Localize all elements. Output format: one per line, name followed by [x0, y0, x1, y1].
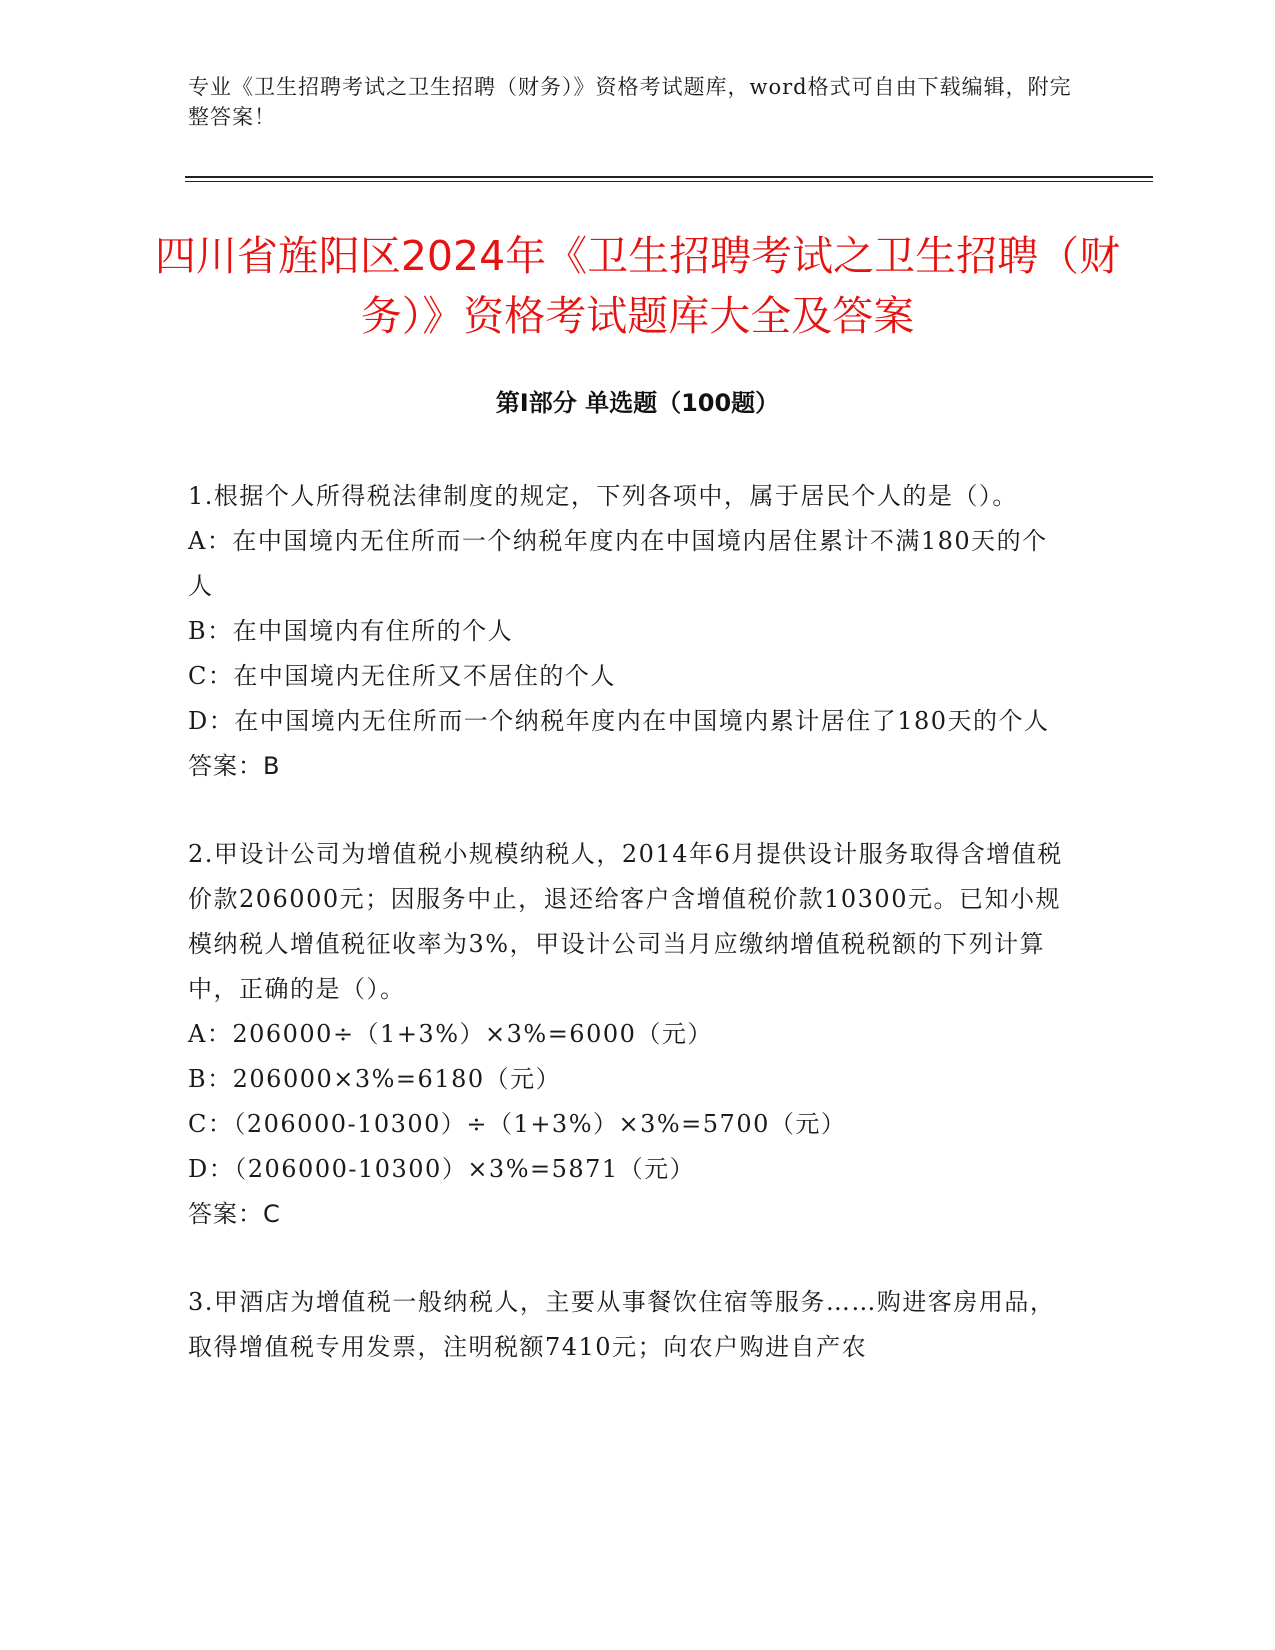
- option-c: C：（206000-10300）÷（1+3%）×3%=5700（元）: [188, 1110, 847, 1138]
- question-item: [188, 1280, 1068, 1370]
- divider-line-thin: [185, 181, 1153, 182]
- section-heading: 第Ⅰ部分 单选题（100题）: [495, 389, 780, 417]
- question-item: [188, 474, 1068, 789]
- option-a: A：在中国境内无住所而一个纳税年度内在中国境内居住累计不满180天的个人: [188, 527, 1048, 600]
- question-item: [188, 832, 1068, 1237]
- answer-line: 答案：C: [188, 1200, 281, 1228]
- divider-line-thick: [185, 176, 1153, 178]
- header-note: 专业《卫生招聘考试之卫生招聘（财务）》资格考试题库，word格式可自由下载编辑，附完整答案！: [188, 75, 1072, 129]
- option-c: C：在中国境内无住所又不居住的个人: [188, 662, 616, 690]
- option-d: D：在中国境内无住所而一个纳税年度内在中国境内累计居住了180天的个人: [188, 707, 1050, 735]
- option-b: B：在中国境内有住所的个人: [188, 617, 514, 645]
- document-title: 四川省旌阳区2024年《卫生招聘考试之卫生招聘（财务）》资格考试题库大全及答案: [154, 232, 1121, 340]
- option-a: A：206000÷（1+3%）×3%=6000（元）: [188, 1020, 713, 1048]
- question-stem: 1.根据个人所得税法律制度的规定，下列各项中，属于居民个人的是（）。: [188, 482, 1018, 510]
- question-list: [188, 474, 1068, 1413]
- header-divider: [185, 176, 1153, 183]
- answer-line: 答案：B: [188, 752, 281, 780]
- question-stem: 2.甲设计公司为增值税小规模纳税人，2014年6月提供设计服务取得含增值税价款206000元；因服务中止，退还给客户含增值税价款10300元。已知小规模纳税人增值税征收率为3%，甲设计公司当月应缴纳增值税税额的下列计算中，正确的是（）。: [188, 840, 1063, 1003]
- question-stem: 3.甲酒店为增值税一般纳税人，主要从事餐饮住宿等服务……购进客房用品，取得增值税专用发票，注明税额7410元；向农户购进自产农: [188, 1288, 1056, 1361]
- option-d: D：（206000-10300）×3%=5871（元）: [188, 1155, 696, 1183]
- option-b: B：206000×3%=6180（元）: [188, 1065, 562, 1093]
